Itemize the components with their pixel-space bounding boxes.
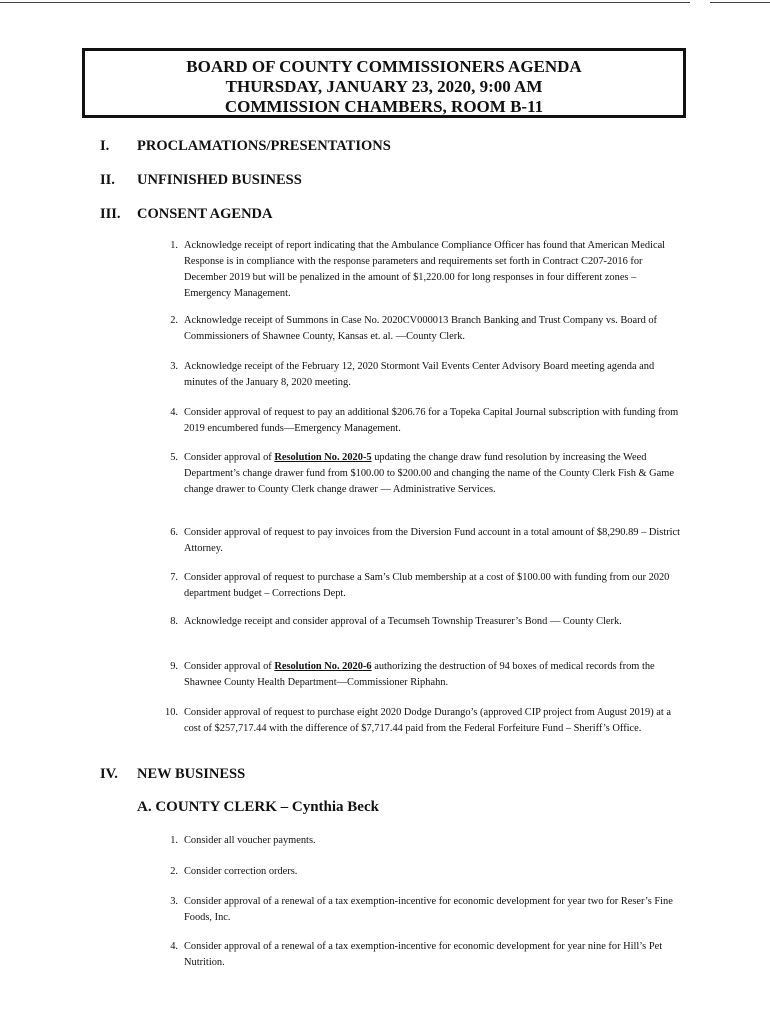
item-text: Acknowledge receipt of the February 12, 2020 Stormont Vail Events Center Advisory Board meeting agenda and minutes of the January 8, 2020 meeting.	[184, 361, 655, 388]
item-number: 1.	[170, 240, 178, 251]
item-text: Consider approval of request to pay an additional $206.76 for a Topeka Capital Journal subscription with funding from 2019 encumbered funds—Emergency Management.	[184, 407, 679, 434]
section-number: III.	[100, 206, 121, 222]
item-number: 2.	[170, 315, 178, 326]
item-number: 1.	[170, 835, 178, 846]
resolution-link[interactable]: Resolution No. 2020-6	[274, 661, 372, 672]
item-text: Acknowledge receipt of report indicating that the Ambulance Compliance Officer has found that American Medical Response is in compliance with the response parameters and requirements set forth in Contract C207-2016 for December 2019 but will be penalized in the amount of $1,220.00 for long responses in four different zones – Emergency Management.	[184, 240, 666, 299]
item-text	[184, 450, 684, 498]
item-text: Acknowledge receipt and consider approval of a Tecumseh Township Treasurer’s Bond — County Clerk.	[184, 616, 622, 627]
item-text-post: authorizing the destruction of 94 boxes of medical records from the Shawnee County Health Department—Commissioner Riphahn.	[184, 661, 655, 688]
title-line-3: COMMISSION CHAMBERS, ROOM B-11	[224, 97, 544, 116]
item-text-pre: Consider approval of	[184, 661, 275, 672]
section-number: I.	[100, 138, 110, 154]
item-number: 3.	[170, 361, 178, 372]
title-line-1: BOARD OF COUNTY COMMISSIONERS AGENDA	[186, 57, 582, 76]
item-text	[184, 659, 684, 691]
section-number: IV.	[100, 766, 118, 782]
subheading-county-clerk: A. COUNTY CLERK – Cynthia Beck	[137, 799, 379, 815]
title-line-2: THURSDAY, JANUARY 23, 2020, 9:00 AM	[225, 77, 543, 96]
scan-top-edge-right	[710, 2, 770, 3]
item-text: Consider approval of request to purchase a Sam’s Club membership at a cost of $100.00 with funding from our 2020 department budget – Corrections Dept.	[184, 572, 670, 599]
item-text-post: updating the change draw fund resolution by increasing the Weed Department’s change drawer fund from $100.00 to $200.00 and changing the name of the County Clerk Fish & Game change drawer to County Clerk change drawer — Administrative Services.	[184, 452, 674, 495]
agenda-title-box	[82, 48, 686, 118]
item-text: Consider approval of request to pay invoices from the Diversion Fund account in a total amount of $8,290.89 – District Attorney.	[184, 527, 681, 554]
item-text: Consider approval of a renewal of a tax exemption-incentive for economic development for year nine for Hill’s Pet Nutrition.	[184, 941, 663, 968]
section-number: II.	[100, 172, 115, 188]
item-number: 6.	[170, 527, 178, 538]
item-number: 7.	[170, 572, 178, 583]
item-text-pre: Consider approval of	[184, 452, 275, 463]
item-number: 10.	[165, 707, 178, 718]
section-title: CONSENT AGENDA	[137, 206, 273, 222]
resolution-link[interactable]: Resolution No. 2020-5	[274, 452, 372, 463]
item-text: Consider all voucher payments.	[184, 835, 316, 846]
item-number: 5.	[170, 452, 178, 463]
item-text: Consider correction orders.	[184, 866, 298, 877]
item-number: 4.	[170, 941, 178, 952]
section-title: UNFINISHED BUSINESS	[137, 172, 302, 188]
item-number: 3.	[170, 896, 178, 907]
item-text: Acknowledge receipt of Summons in Case No. 2020CV000013 Branch Banking and Trust Company vs. Board of Commissioners of Shawnee County, Kansas et. al. —County Clerk.	[184, 315, 658, 342]
section-title: NEW BUSINESS	[137, 766, 246, 782]
item-number: 4.	[170, 407, 178, 418]
item-number: 2.	[170, 866, 178, 877]
scan-top-edge-left	[0, 2, 690, 3]
item-number: 8.	[170, 616, 178, 627]
item-number: 9.	[170, 661, 178, 672]
item-text: Consider approval of a renewal of a tax exemption-incentive for economic development for year two for Reser’s Fine Foods, Inc.	[184, 896, 673, 923]
section-title: PROCLAMATIONS/PRESENTATIONS	[137, 138, 391, 154]
item-text: Consider approval of request to purchase eight 2020 Dodge Durango’s (approved CIP project from August 2019) at a cost of $257,717.44 with the difference of $7,717.44 paid from the Federal Forfeiture Fund – Sheriff’s Office.	[184, 707, 671, 734]
